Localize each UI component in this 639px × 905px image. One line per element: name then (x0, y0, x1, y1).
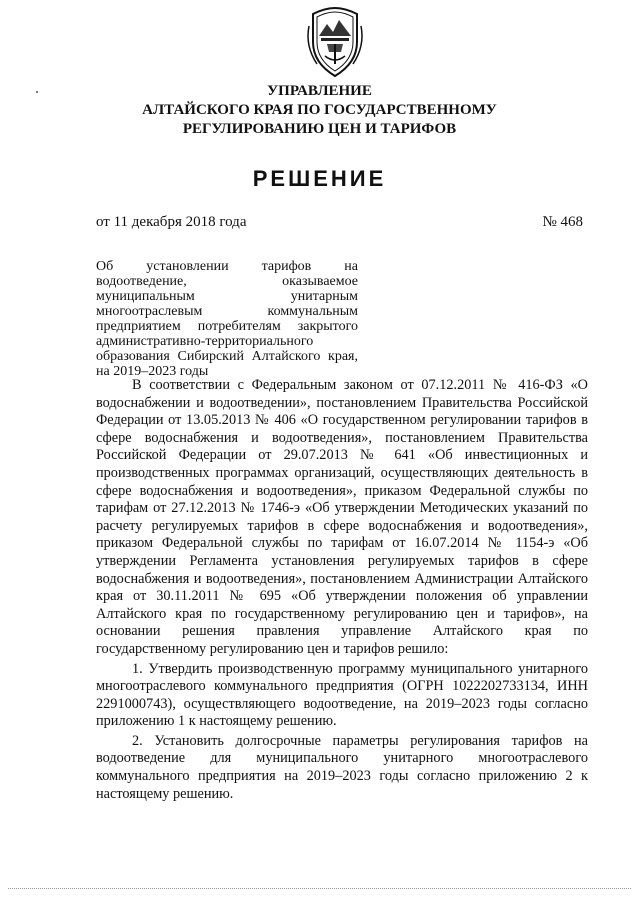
page-bottom-divider (8, 888, 631, 889)
preamble-paragraph: В соответствии с Федеральным законом от 07.12.2011 № 416-ФЗ «О водоснабжении и водоотведении», постановлением Правительства Российской Федерации от 13.05.2013 № 406 «О государственном регулировании тарифов в сфере водоснабжения и водоотведения», постановлением Правительства Российской Федерации от 29.07.2013 № 641 «Об инвестиционных и производственных программах организаций, осуществляющих деятельность в сфере водоснабжения и водоотведения», приказом Федеральной службы по тарифам от 27.12.2013 № 1746-э «Об утверждении Методических указаний по расчету регулируемых тарифов в сфере водоснабжения и водоотведения», приказом Федеральной службы по тарифам от 16.07.2014 № 1154-э «Об утверждении Регламента установления регулируемых тарифов в сфере водоснабжения и водоотведения», постановлением Администрации Алтайского края от 30.11.2011 № 695 «Об утверждении положения об управлении Алтайского края по государственному регулированию цен и тарифов», на основании решения правления управление Алтайского края по государственному регулированию цен и тарифов решило: (96, 377, 588, 657)
org-line-3: РЕГУЛИРОВАНИЮ ЦЕН И ТАРИФОВ (182, 121, 457, 137)
document-subject: Об установлении тарифов на водоотведение, оказываемое муниципальным унитарным многоотраслевым коммунальным предприятием потребителям закрытого административно-территориального образования Сибирский Алтайского края, на 2019–2023 годы (96, 259, 358, 379)
decision-item-2: 2. Установить долгосрочные параметры регулирования тарифов на водоотведение для муниципального унитарного многоотраслевого коммунального предприятия на 2019–2023 годы согласно приложению 2 к настоящему решению. (96, 732, 588, 802)
org-line-1: УПРАВЛЕНИЕ (267, 83, 372, 99)
document-body (96, 377, 588, 803)
organization-name (0, 82, 639, 139)
decision-item-1: 1. Утвердить производственную программу муниципального унитарного многоотраслевого коммунального предприятия (ОГРН 1022202733134, ИНН 2291000743), осуществляющего водоотведение, на 2019–2023 годы согласно приложению 1 к настоящему решению. (96, 660, 588, 730)
coat-of-arms-icon (303, 6, 367, 78)
document-number: № 468 (542, 214, 583, 230)
document-date: от 11 декабря 2018 года (96, 214, 247, 230)
document-type-title: РЕШЕНИЕ (252, 166, 387, 191)
org-line-2: АЛТАЙСКОГО КРАЯ ПО ГОСУДАРСТВЕННОМУ (142, 102, 497, 118)
